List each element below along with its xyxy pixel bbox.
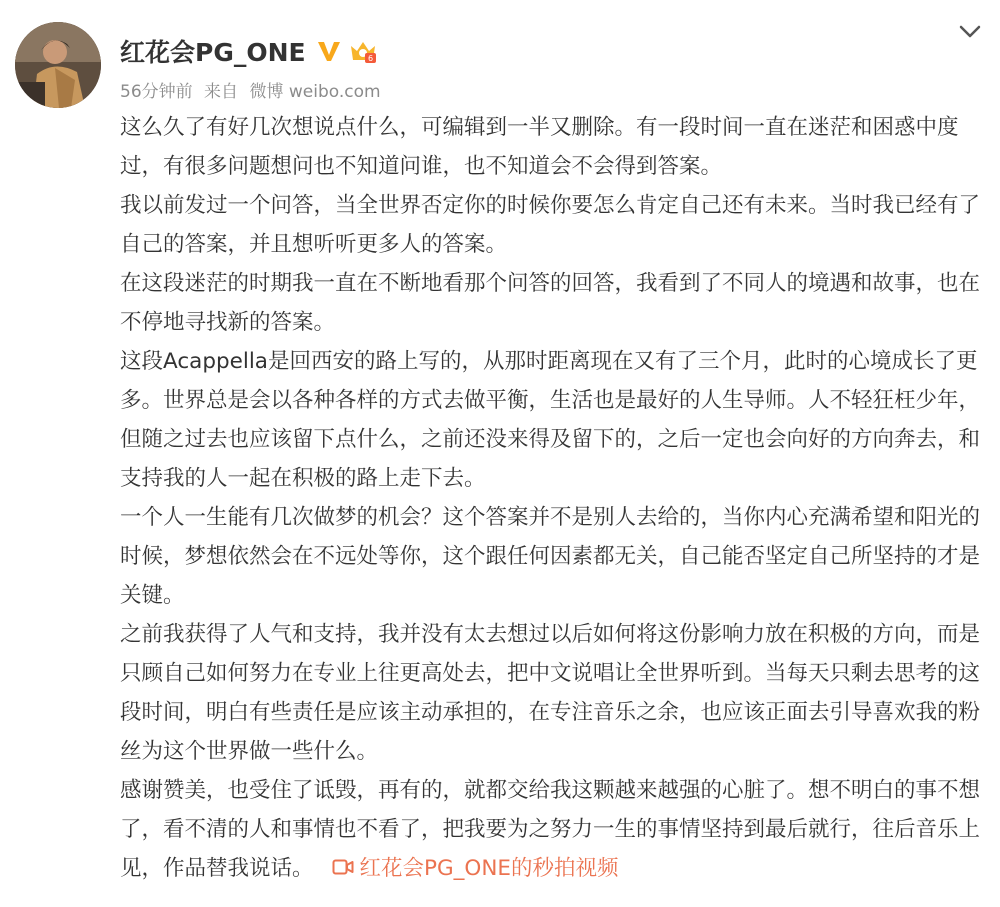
source-prefix: 来自 [204, 82, 239, 102]
post-header [120, 33, 378, 69]
svg-text:6: 6 [367, 54, 373, 63]
post-time[interactable]: 56分钟前 [120, 82, 193, 102]
post-body [120, 108, 980, 888]
user-avatar[interactable] [15, 22, 101, 108]
post-paragraph: 这么久了有好几次想说点什么，可编辑到一半又删除。有一段时间一直在迷茫和困惑中度过，有很多问题想问也不知道问谁，也不知道会不会得到答案。 [120, 115, 959, 179]
member-crown-icon[interactable] [348, 38, 378, 64]
avatar-image [15, 22, 101, 108]
post-paragraph-text: 感谢赞美，也受住了诋毁，再有的，就都交给我这颗越来越强的心脏了。想不明白的事不想了，看不清的人和事情也不看了，把我要为之努力一生的事情坚持到最后就行，往后音乐上见，作品替我说话。 [120, 778, 981, 881]
video-link-label: 红花会PG_ONE的秒拍视频 [359, 856, 619, 881]
post-paragraph: 之前我获得了人气和支持，我并没有太去想过以后如何将这份影响力放在积极的方向，而是只顾自己如何努力在专业上往更高处去，把中文说唱让全世界听到。当每天只剩去思考的这段时间，明白有些责任是应该主动承担的，在专注音乐之余，也应该正面去引导喜欢我的粉丝为这个世界做一些什么。 [120, 622, 981, 764]
video-camera-icon [332, 857, 354, 877]
post-source-link[interactable]: 微博 weibo.com [249, 82, 381, 102]
video-link[interactable] [332, 856, 619, 881]
post-paragraph: 一个人一生能有几次做梦的机会？这个答案并不是别人去给的，当你内心充满希望和阳光的时候，梦想依然会在不远处等你，这个跟任何因素都无关，自己能否坚定自己所坚持的才是关键。 [120, 505, 981, 608]
post-paragraph: 这段Acappella是回西安的路上写的，从那时距离现在又有了三个月，此时的心境成长了更多。世界总是会以各种各样的方式去做平衡，生活也是最好的人生导师。人不轻狂枉少年，但随之过去也应该留下点什么，之前还没来得及留下的，之后一定也会向好的方向奔去，和支持我的人一起在积极的路上走下去。 [120, 349, 981, 491]
chevron-down-icon[interactable] [956, 20, 984, 44]
username-link[interactable]: 红花会PG_ONE [120, 38, 306, 67]
post-paragraph-last [120, 771, 980, 888]
post-paragraph: 在这段迷茫的时期我一直在不断地看那个问答的回答，我看到了不同人的境遇和故事，也在不停地寻找新的答案。 [120, 271, 981, 335]
post-paragraph: 我以前发过一个问答，当全世界否定你的时候你要怎么肯定自己还有未来。当时我已经有了自己的答案，并且想听听更多人的答案。 [120, 193, 981, 257]
post-meta [120, 77, 387, 102]
vip-v-icon[interactable] [316, 38, 342, 64]
